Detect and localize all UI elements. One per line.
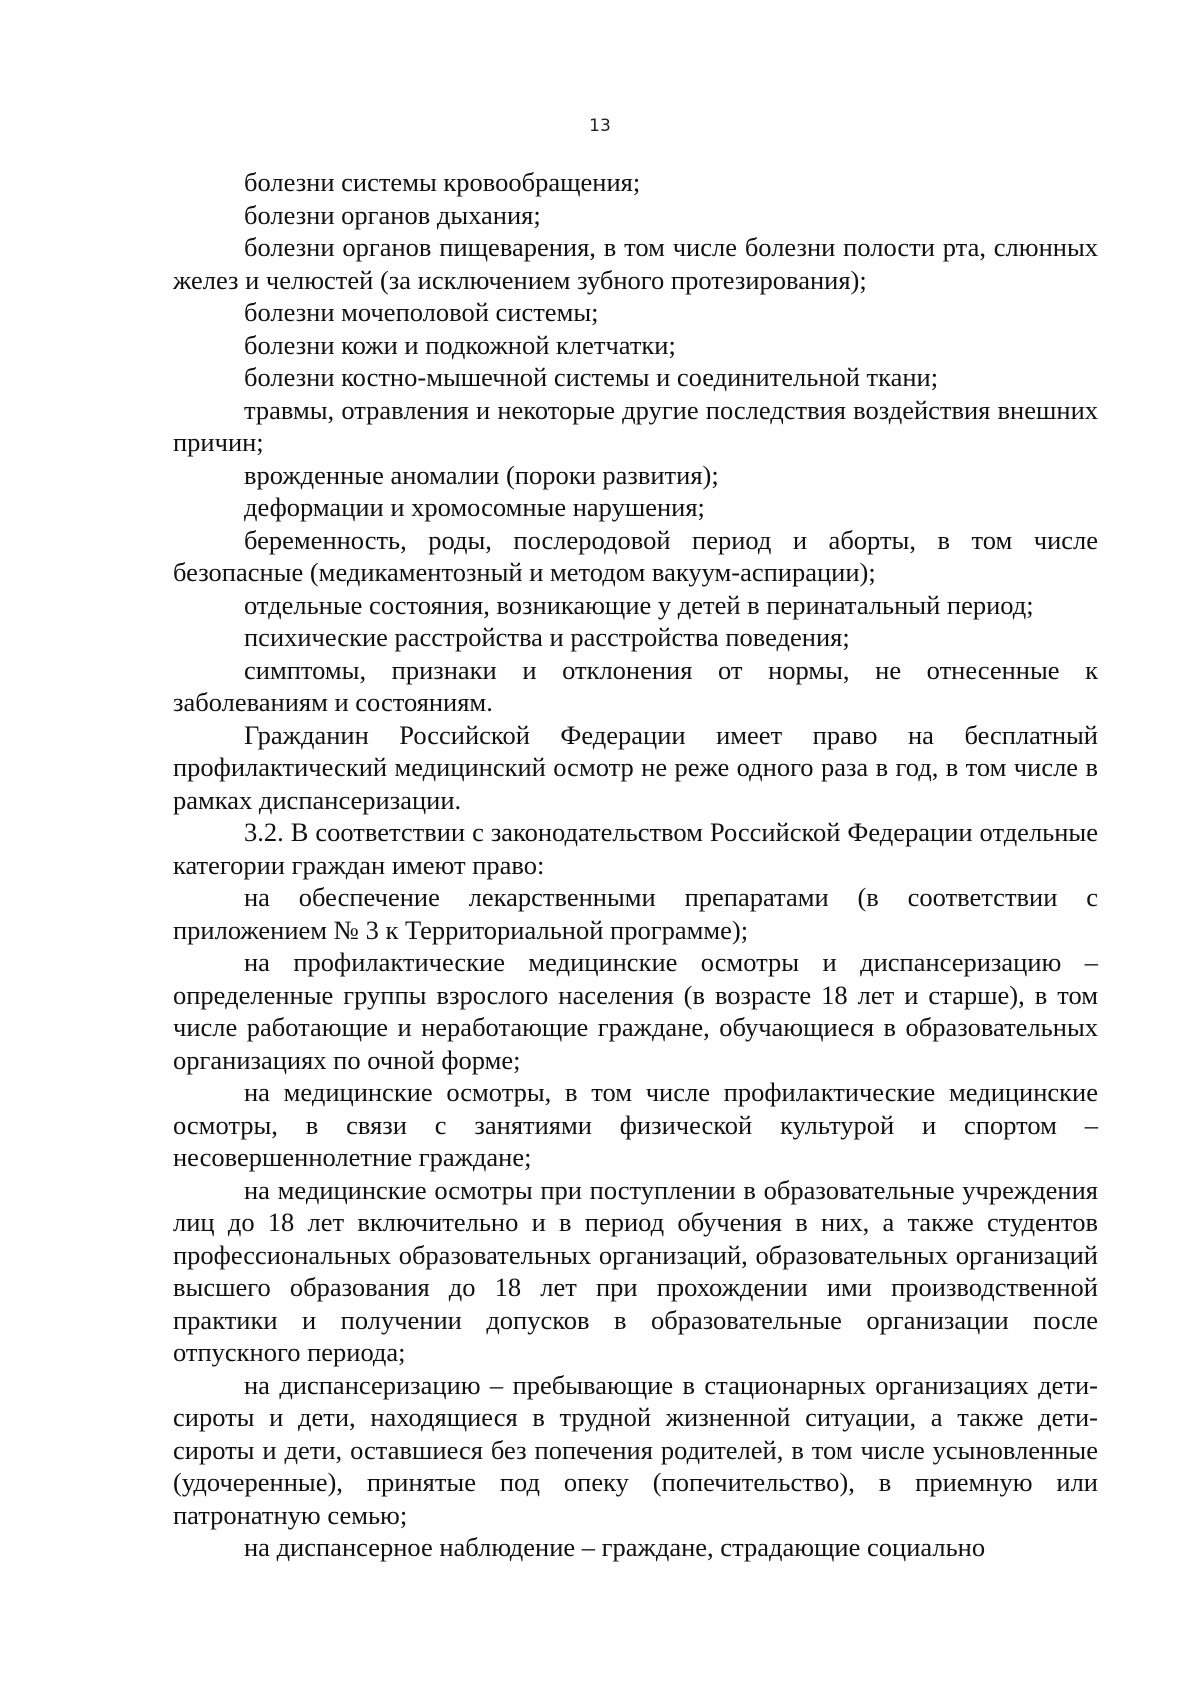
paragraph: болезни кожи и подкожной клетчатки; [244,329,676,360]
paragraph: на профилактические медицинские осмотры и диспансеризацию – определенные группы взрослого населения (в возрасте 18 лет и старше), в том числе работающие и неработающие граждане, обучающиеся в образовательных организациях по очной форме; [173,947,1098,1075]
document-body [173,166,1098,1564]
paragraph: болезни органов пищеварения, в том числе болезни полости рта, слюнных желез и челюстей (за исключением зубного протезирования); [173,232,1098,295]
paragraph: на медицинские осмотры, в том числе профилактические медицинские осмотры, в связи с занятиями физической культурой и спортом – несовершеннолетние граждане; [173,1077,1098,1172]
page-number: 13 [589,116,611,136]
paragraph: беременность, роды, послеродовой период и аборты, в том числе безопасные (медикаментозный и методом вакуум-аспирации); [173,524,1098,587]
paragraph: отдельные состояния, возникающие у детей в перинатальный период; [244,589,1034,620]
paragraph: на медицинские осмотры при поступлении в образовательные учреждения лиц до 18 лет включительно и в период обучения в них, а также студентов профессиональных образовательных организаций, образовательных организаций высшего образования до 18 лет при прохождении ими производственной практики и получении допусков в образовательные организации после отпускного периода; [173,1174,1098,1367]
paragraph: врожденные аномалии (пороки развития); [244,459,719,490]
paragraph: болезни мочеполовой системы; [244,297,599,327]
paragraph: деформации и хромосомные нарушения; [244,492,705,522]
paragraph: Гражданин Российской Федерации имеет право на бесплатный профилактический медицинский осмотр не реже одного раза в год, в том числе в рамках диспансеризации. [173,719,1098,815]
paragraph: 3.2. В соответствии с законодательством Российской Федерации отдельные категории граждан имеют право: [173,817,1098,880]
paragraph: болезни системы кровообращения; [244,167,641,197]
paragraph: травмы, отравления и некоторые другие последствия воздействия внешних причин; [173,394,1098,457]
paragraph: на обеспечение лекарственными препаратами (в соответствии с приложением № 3 к Территориальной программе); [173,882,1098,945]
paragraph: на диспансеризацию – пребывающие в стационарных организациях дети-сироты и дети, находящиеся в трудной жизненной ситуации, а также дети-сироты и дети, оставшиеся без попечения родителей, в том числе усыновленные (удочеренные), принятые под опеку (попечительство), в приемную или патронатную семью; [173,1369,1098,1530]
paragraph: психические расстройства и расстройства поведения; [244,622,850,652]
paragraph: симптомы, признаки и отклонения от нормы, не отнесенные к заболеваниям и состояниям. [173,654,1098,717]
paragraph: на диспансерное наблюдение – граждане, страдающие социально [244,1532,986,1562]
paragraph: болезни костно-мышечной системы и соединительной ткани; [244,362,939,392]
paragraph: болезни органов дыхания; [244,199,541,230]
